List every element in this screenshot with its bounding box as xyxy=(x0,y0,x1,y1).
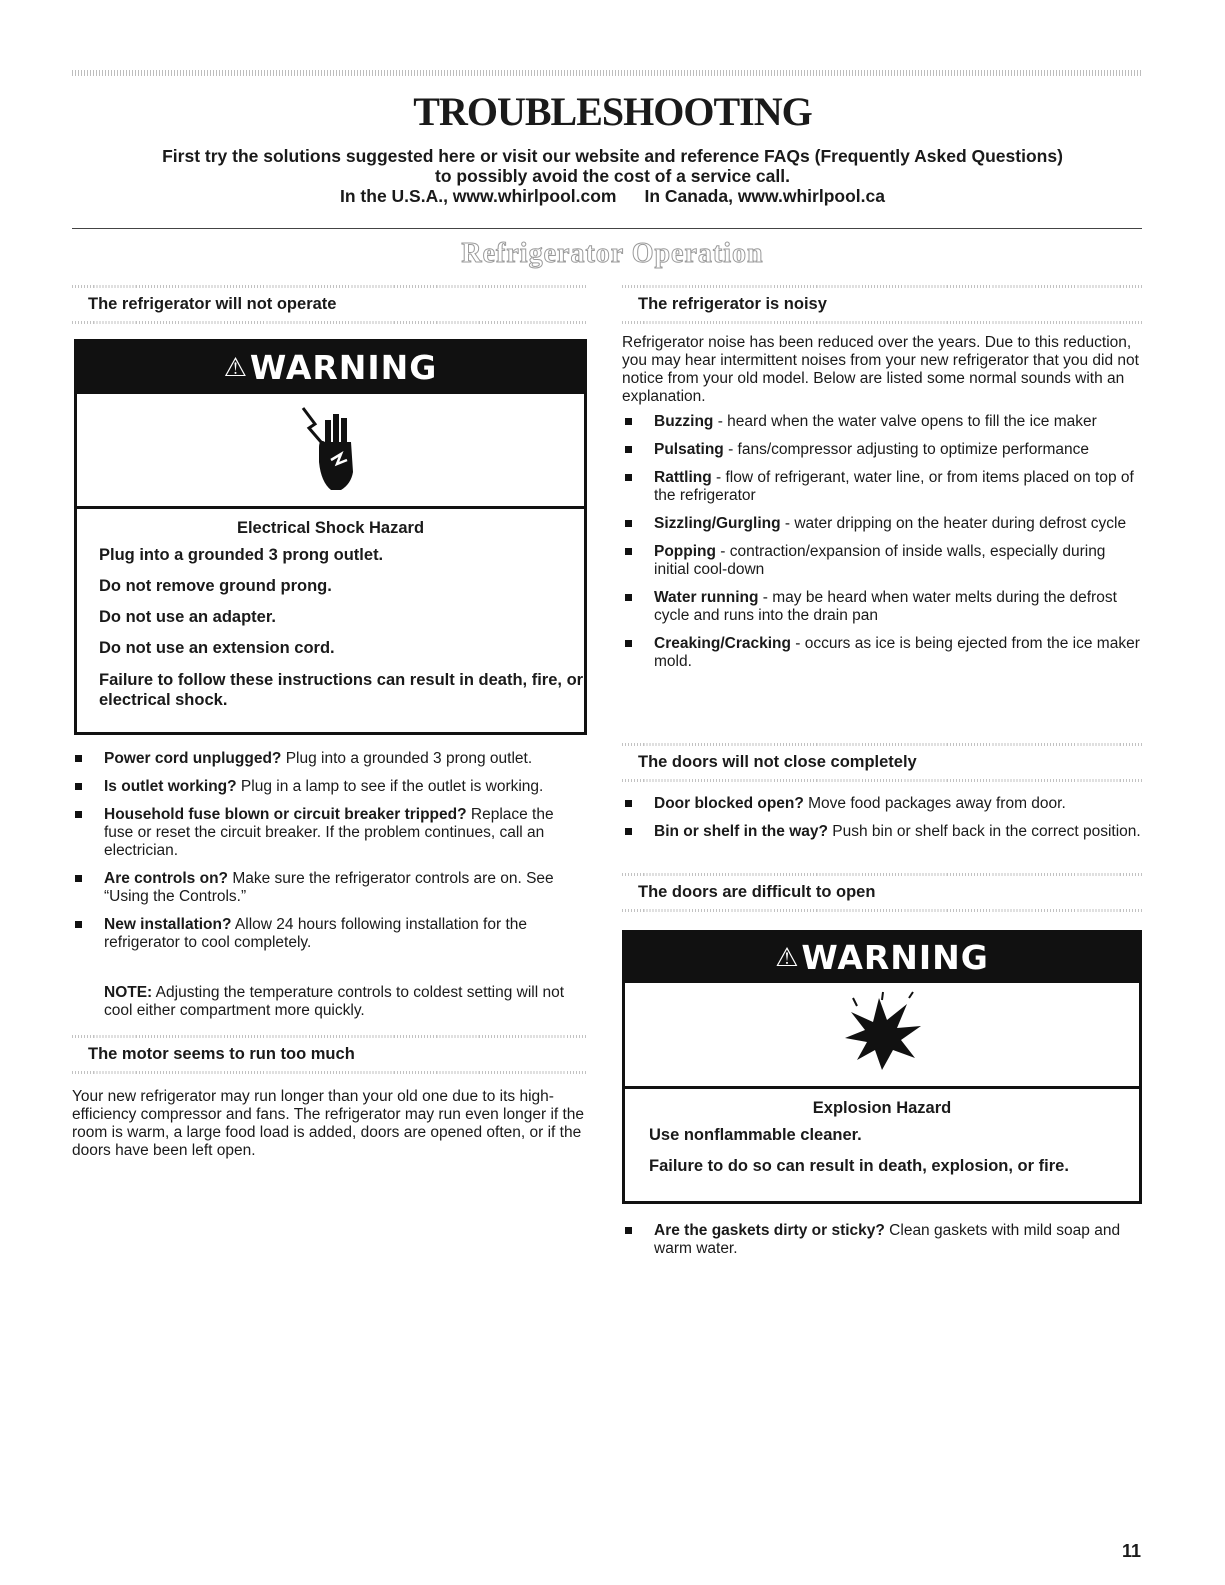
website-links xyxy=(0,186,1225,206)
list-item: Household fuse blown or circuit breaker tripped? Replace the fuse or reset the circuit breaker. If the problem continues, call an electrician. xyxy=(72,806,587,860)
list-item: Sizzling/Gurgling - water dripping on the heater during defrost cycle xyxy=(622,515,1142,533)
warning-line-2: Do not remove ground prong. xyxy=(99,577,332,595)
doors-close-list xyxy=(622,795,1142,851)
warning-line-4: Do not use an extension cord. xyxy=(99,639,335,657)
list-item: Bin or shelf in the way? Push bin or shelf back in the correct position. xyxy=(622,823,1142,841)
warning-line-1: Plug into a grounded 3 prong outlet. xyxy=(99,546,384,564)
warning-banner: ⚠WARNING xyxy=(77,342,584,394)
page-number: 11 xyxy=(1121,1541,1141,1561)
hazard-title: Electrical Shock Hazard xyxy=(236,519,425,537)
noisy-intro: Refrigerator noise has been reduced over the years. Due to this reduction, you may hear intermittent noises from your new refrigerator that you did not notice from your old model. Below are listed some normal sounds with an explanation. xyxy=(622,334,1139,405)
list-item: Creaking/Cracking - occurs as ice is being ejected from the ice maker mold. xyxy=(622,635,1142,671)
link-usa: In the U.S.A., www.whirlpool.com xyxy=(340,186,617,206)
intro-line-2: to possibly avoid the cost of a service call. xyxy=(435,166,790,186)
intro xyxy=(0,146,1225,206)
warning-banner: ⚠WARNING xyxy=(625,933,1139,983)
heading-noisy: The refrigerator is noisy xyxy=(638,295,827,313)
hazard-title: Explosion Hazard xyxy=(812,1099,952,1117)
heading-not-operate: The refrigerator will not operate xyxy=(88,295,337,313)
list-item: Is outlet working? Plug in a lamp to see if the outlet is working. xyxy=(72,778,587,796)
warning-triangle-icon: ⚠ xyxy=(775,943,800,973)
warning-triangle-icon: ⚠ xyxy=(223,353,248,383)
doors-open-list xyxy=(622,1222,1142,1268)
list-item: Are the gaskets dirty or sticky? Clean gaskets with mild soap and warm water. xyxy=(622,1222,1142,1258)
electrical-shock-icon xyxy=(77,394,584,509)
explosion-icon xyxy=(625,983,1139,1089)
warning-box-electrical xyxy=(74,339,587,735)
list-item: Rattling - flow of refrigerant, water line, or from items placed on top of the refrigerator xyxy=(622,469,1142,505)
section-title: Refrigerator Operation xyxy=(461,238,764,269)
warning-line-2: Failure to do so can result in death, explosion, or fire. xyxy=(649,1157,1069,1175)
page-title: TROUBLESHOOTING xyxy=(413,89,812,134)
motor-text: Your new refrigerator may run longer than your old one due to its high-efficiency compressor and fans. The refrigerator may run even longer if the room is warm, a large food load is added, doors are opened often, or if the doors have been left open. xyxy=(72,1088,585,1159)
list-item: Pulsating - fans/compressor adjusting to optimize performance xyxy=(622,441,1142,459)
warning-line-5: Failure to follow these instructions can result in death, fire, or electrical shock. xyxy=(99,671,584,709)
list-item: Water running - may be heard when water melts during the defrost cycle and runs into the drain pan xyxy=(622,589,1142,625)
warning-box-explosion xyxy=(622,930,1142,1204)
list-item: Power cord unplugged? Plug into a grounded 3 prong outlet. xyxy=(72,750,587,768)
warning-line-1: Use nonflammable cleaner. xyxy=(649,1126,862,1144)
top-rule xyxy=(72,70,1142,76)
list-item: Are controls on? Make sure the refrigerator controls are on. See “Using the Controls.” xyxy=(72,870,587,906)
heading-doors-open: The doors are difficult to open xyxy=(638,883,876,901)
note: NOTE: Adjusting the temperature controls to coldest setting will not cool either compartment more quickly. xyxy=(104,984,565,1019)
section-divider xyxy=(72,228,1142,229)
heading-motor: The motor seems to run too much xyxy=(88,1045,355,1063)
warning-line-3: Do not use an adapter. xyxy=(99,608,276,626)
heading-doors-close: The doors will not close completely xyxy=(638,753,917,771)
list-item: Popping - contraction/expansion of inside walls, especially during initial cool-down xyxy=(622,543,1142,579)
list-item: Buzzing - heard when the water valve opens to fill the ice maker xyxy=(622,413,1142,431)
list-item: Door blocked open? Move food packages away from door. xyxy=(622,795,1142,813)
intro-line-1: First try the solutions suggested here or visit our website and reference FAQs (Frequently Asked Questions) xyxy=(162,146,1063,166)
not-operate-list xyxy=(72,750,587,962)
noisy-list xyxy=(622,413,1142,681)
link-canada: In Canada, www.whirlpool.ca xyxy=(644,186,885,206)
list-item: New installation? Allow 24 hours following installation for the refrigerator to cool completely. xyxy=(72,916,587,952)
